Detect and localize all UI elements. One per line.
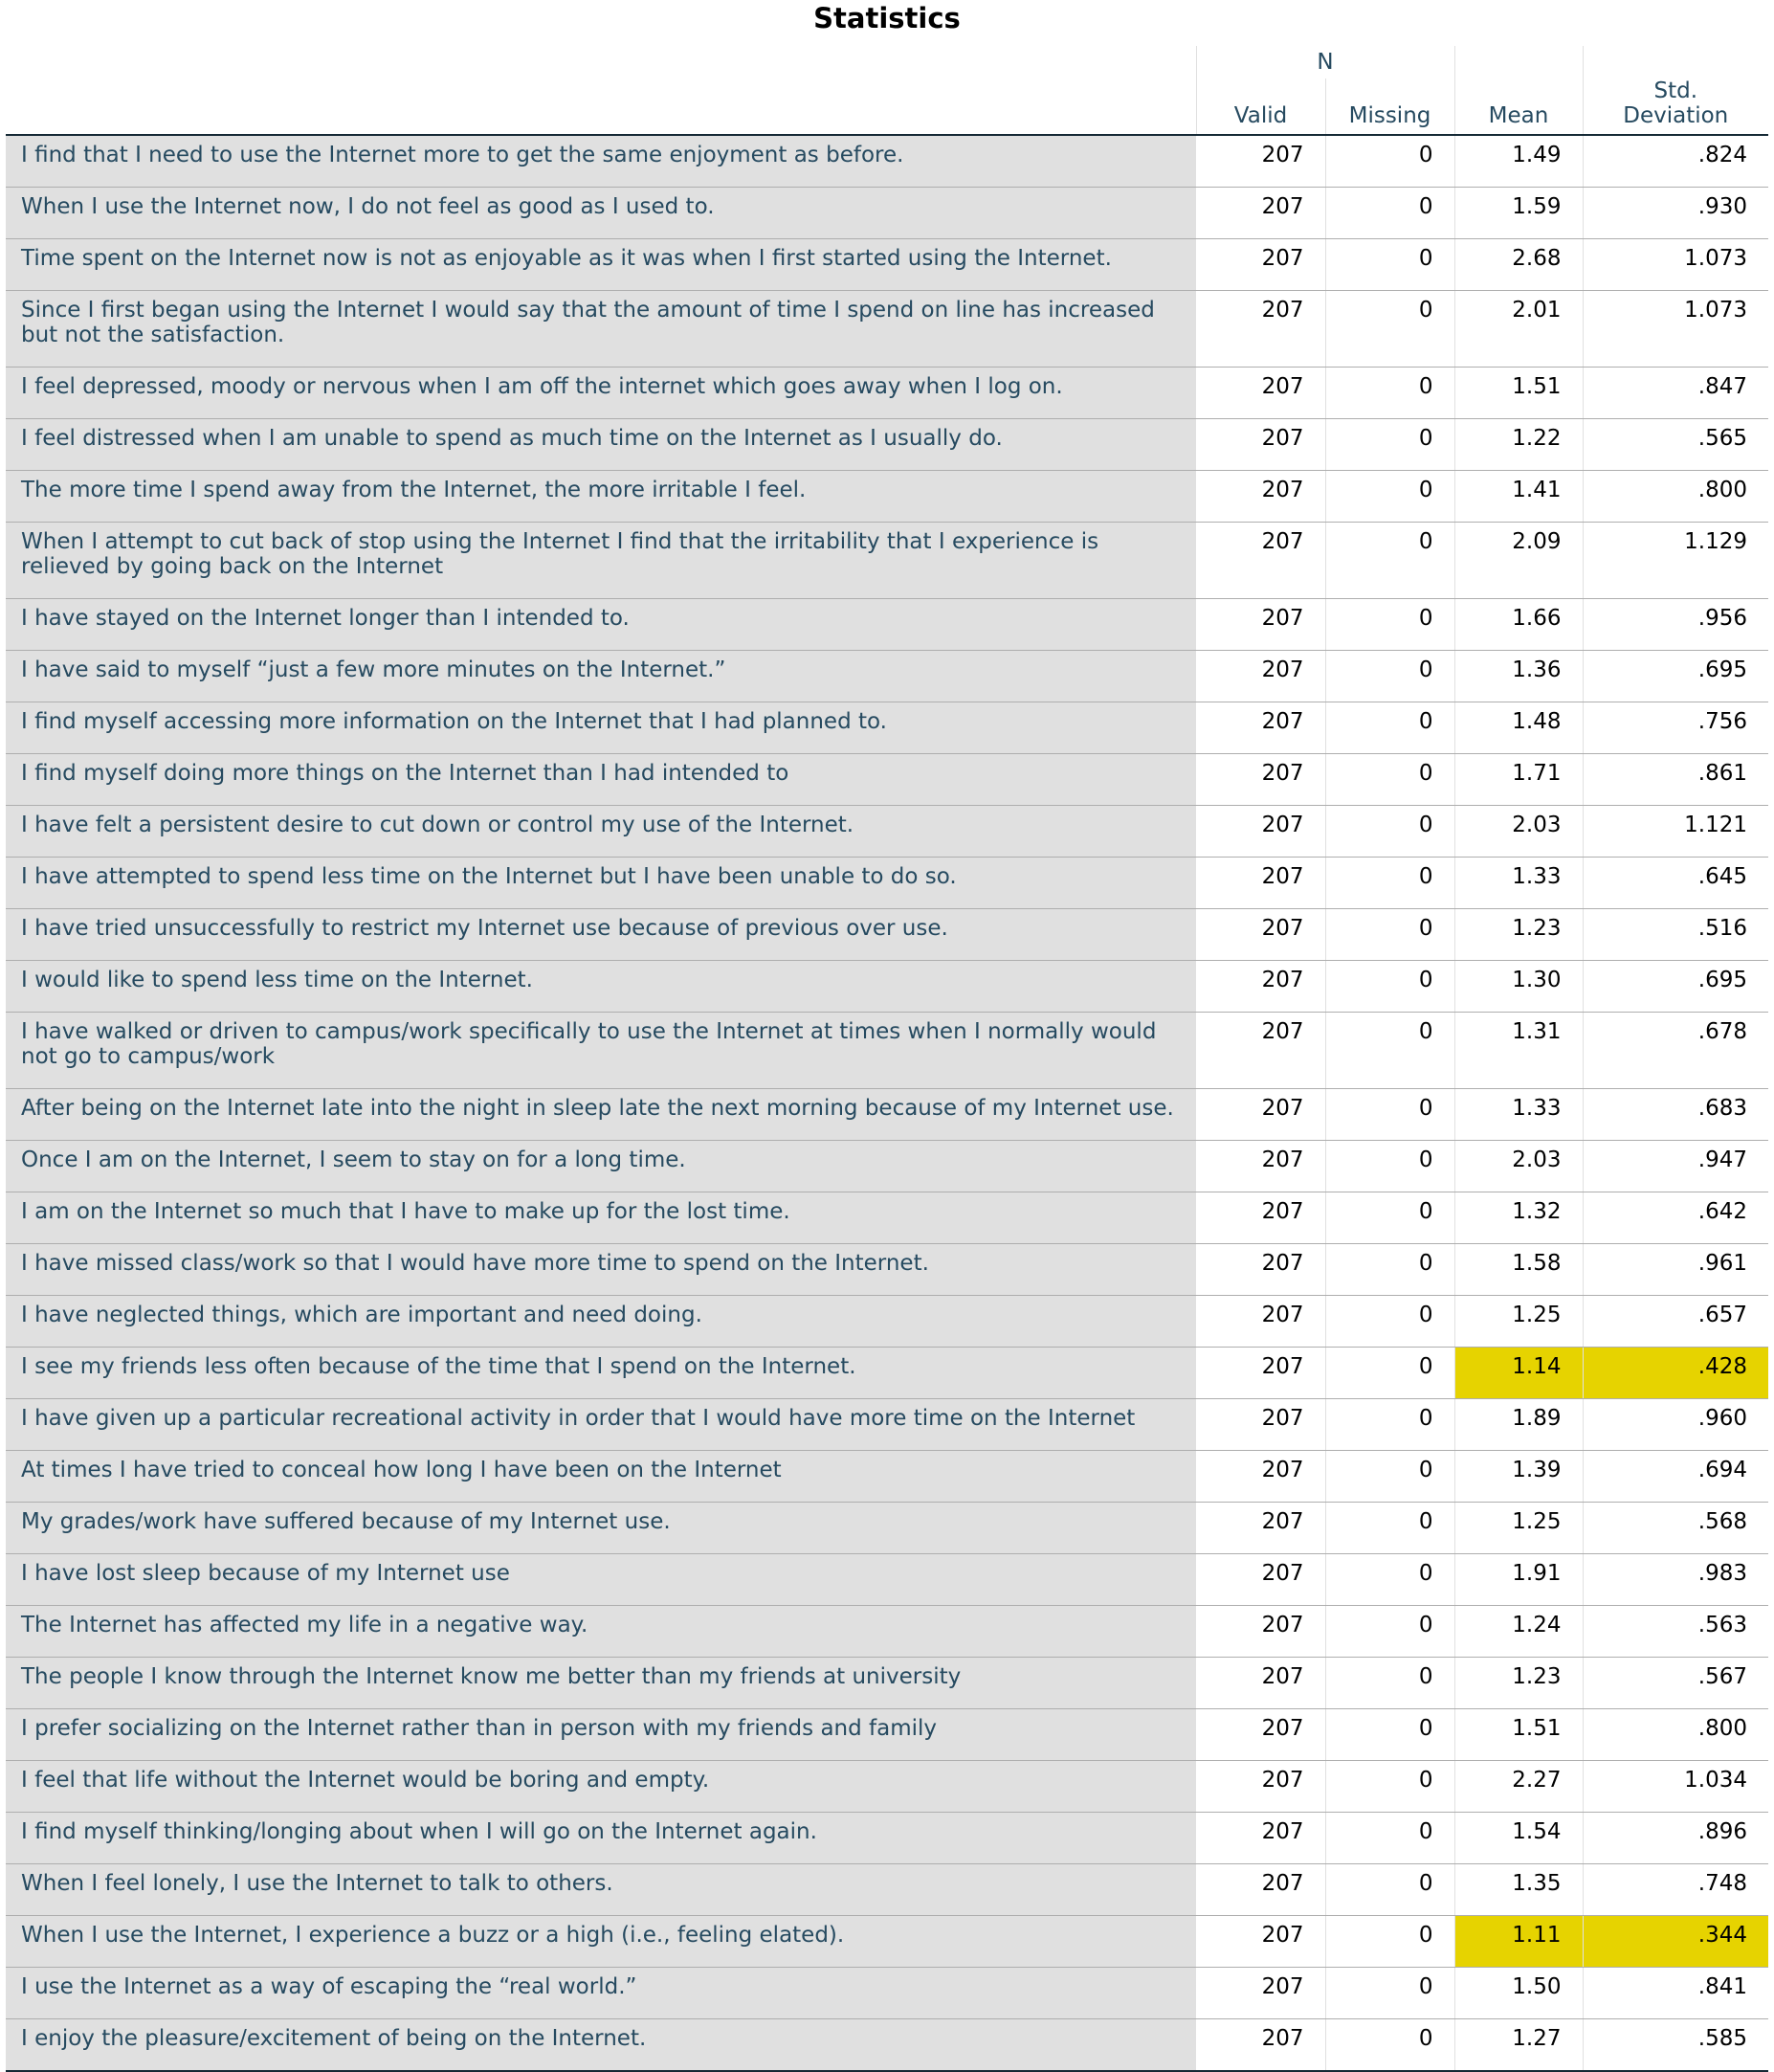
table-row: [6, 1192, 1768, 1244]
cell-std-deviation: .695: [1583, 961, 1768, 1013]
cell-valid: 207: [1196, 1916, 1325, 1968]
table-row: [6, 1296, 1768, 1348]
cell-std-deviation: .756: [1583, 702, 1768, 754]
table-row: [6, 961, 1768, 1013]
header-std-deviation: [1583, 78, 1768, 135]
cell-mean: 1.54: [1454, 1813, 1583, 1864]
table-row: [6, 419, 1768, 471]
cell-valid: 207: [1196, 1761, 1325, 1813]
cell-std-deviation: .563: [1583, 1606, 1768, 1658]
header-corner-bottom: [6, 78, 1196, 135]
row-label: When I attempt to cut back of stop using the Internet I find that the irritability that I experience is relieved by going back on the Internet: [6, 523, 1196, 599]
table-row: [6, 1864, 1768, 1916]
cell-missing: 0: [1325, 651, 1454, 702]
table-row: [6, 1451, 1768, 1503]
table-row: [6, 1348, 1768, 1399]
table-row: [6, 471, 1768, 523]
row-label: I find that I need to use the Internet more to get the same enjoyment as before.: [6, 135, 1196, 188]
cell-missing: 0: [1325, 1192, 1454, 1244]
cell-std-deviation: .961: [1583, 1244, 1768, 1296]
cell-mean: 1.27: [1454, 2019, 1583, 2072]
cell-missing: 0: [1325, 1013, 1454, 1089]
cell-missing: 0: [1325, 961, 1454, 1013]
cell-missing: 0: [1325, 1606, 1454, 1658]
row-label: Once I am on the Internet, I seem to stay on for a long time.: [6, 1141, 1196, 1192]
cell-valid: 207: [1196, 1244, 1325, 1296]
cell-missing: 0: [1325, 1503, 1454, 1554]
cell-missing: 0: [1325, 1813, 1454, 1864]
cell-mean: 1.58: [1454, 1244, 1583, 1296]
cell-valid: 207: [1196, 858, 1325, 909]
table-row: [6, 1761, 1768, 1813]
cell-valid: 207: [1196, 599, 1325, 651]
row-label: I have neglected things, which are important and need doing.: [6, 1296, 1196, 1348]
cell-mean: 1.89: [1454, 1399, 1583, 1451]
cell-mean: 1.31: [1454, 1013, 1583, 1089]
cell-missing: 0: [1325, 1089, 1454, 1141]
row-label: I find myself accessing more information on the Internet that I had planned to.: [6, 702, 1196, 754]
row-label: I have said to myself “just a few more minutes on the Internet.”: [6, 651, 1196, 702]
table-row: [6, 1968, 1768, 2019]
table-row: [6, 651, 1768, 702]
row-label: I feel that life without the Internet would be boring and empty.: [6, 1761, 1196, 1813]
cell-std-deviation: .824: [1583, 135, 1768, 188]
cell-missing: 0: [1325, 754, 1454, 806]
cell-std-deviation: .642: [1583, 1192, 1768, 1244]
row-label: I feel depressed, moody or nervous when I am off the internet which goes away when I log on.: [6, 368, 1196, 419]
cell-valid: 207: [1196, 135, 1325, 188]
cell-std-deviation: .695: [1583, 651, 1768, 702]
cell-std-deviation: .516: [1583, 909, 1768, 961]
cell-missing: 0: [1325, 1451, 1454, 1503]
cell-mean: 1.35: [1454, 1864, 1583, 1916]
header-mean: Mean: [1454, 78, 1583, 135]
cell-valid: 207: [1196, 1451, 1325, 1503]
row-label: I have lost sleep because of my Internet use: [6, 1554, 1196, 1606]
row-label: I prefer socializing on the Internet rather than in person with my friends and family: [6, 1709, 1196, 1761]
statistics-table: [6, 46, 1768, 2072]
cell-valid: 207: [1196, 702, 1325, 754]
cell-mean: 1.25: [1454, 1503, 1583, 1554]
row-label: When I use the Internet now, I do not feel as good as I used to.: [6, 188, 1196, 239]
cell-valid: 207: [1196, 651, 1325, 702]
table-row: [6, 1606, 1768, 1658]
row-label: After being on the Internet late into the night in sleep late the next morning because of my Internet use.: [6, 1089, 1196, 1141]
cell-std-deviation: .983: [1583, 1554, 1768, 1606]
cell-std-deviation: 1.073: [1583, 291, 1768, 368]
cell-missing: 0: [1325, 1864, 1454, 1916]
row-label: I feel distressed when I am unable to spend as much time on the Internet as I usually do.: [6, 419, 1196, 471]
cell-std-deviation: .960: [1583, 1399, 1768, 1451]
cell-std-deviation: .683: [1583, 1089, 1768, 1141]
row-label: When I use the Internet, I experience a buzz or a high (i.e., feeling elated).: [6, 1916, 1196, 1968]
row-label: The more time I spend away from the Internet, the more irritable I feel.: [6, 471, 1196, 523]
cell-std-deviation: .861: [1583, 754, 1768, 806]
table-body: [6, 135, 1768, 2071]
cell-valid: 207: [1196, 1399, 1325, 1451]
cell-missing: 0: [1325, 239, 1454, 291]
cell-std-deviation: .748: [1583, 1864, 1768, 1916]
table-row: [6, 599, 1768, 651]
cell-valid: 207: [1196, 368, 1325, 419]
cell-missing: 0: [1325, 909, 1454, 961]
cell-mean: 2.09: [1454, 523, 1583, 599]
cell-valid: 207: [1196, 1864, 1325, 1916]
cell-missing: 0: [1325, 2019, 1454, 2072]
table-row: [6, 1141, 1768, 1192]
cell-valid: 207: [1196, 1813, 1325, 1864]
table-row: [6, 1013, 1768, 1089]
cell-mean: 1.22: [1454, 419, 1583, 471]
table-row: [6, 1916, 1768, 1968]
row-label: I see my friends less often because of the time that I spend on the Internet.: [6, 1348, 1196, 1399]
cell-mean: 1.66: [1454, 599, 1583, 651]
cell-mean: 2.68: [1454, 239, 1583, 291]
row-label: When I feel lonely, I use the Internet to talk to others.: [6, 1864, 1196, 1916]
table-row: [6, 1658, 1768, 1709]
cell-mean: 1.50: [1454, 1968, 1583, 2019]
cell-mean: 1.33: [1454, 858, 1583, 909]
cell-mean: 1.11: [1454, 1916, 1583, 1968]
row-label: I use the Internet as a way of escaping the “real world.”: [6, 1968, 1196, 2019]
cell-std-deviation: .947: [1583, 1141, 1768, 1192]
cell-missing: 0: [1325, 368, 1454, 419]
table-row: [6, 858, 1768, 909]
table-row: [6, 1244, 1768, 1296]
cell-missing: 0: [1325, 471, 1454, 523]
cell-valid: 207: [1196, 239, 1325, 291]
table-row: [6, 1089, 1768, 1141]
table-row: [6, 2019, 1768, 2072]
cell-missing: 0: [1325, 1554, 1454, 1606]
cell-valid: 207: [1196, 1192, 1325, 1244]
cell-std-deviation: .694: [1583, 1451, 1768, 1503]
header-mean-spacer: [1454, 46, 1583, 78]
table-row: [6, 239, 1768, 291]
row-label: I have felt a persistent desire to cut down or control my use of the Internet.: [6, 806, 1196, 858]
cell-std-deviation: .800: [1583, 1709, 1768, 1761]
cell-mean: 1.39: [1454, 1451, 1583, 1503]
cell-std-deviation: .428: [1583, 1348, 1768, 1399]
row-label: I have given up a particular recreational activity in order that I would have more time on the Internet: [6, 1399, 1196, 1451]
cell-mean: 1.14: [1454, 1348, 1583, 1399]
cell-valid: 207: [1196, 909, 1325, 961]
cell-mean: 1.23: [1454, 909, 1583, 961]
cell-valid: 207: [1196, 419, 1325, 471]
cell-valid: 207: [1196, 806, 1325, 858]
cell-std-deviation: .678: [1583, 1013, 1768, 1089]
cell-valid: 207: [1196, 1089, 1325, 1141]
header-n-group: N: [1196, 46, 1454, 78]
table-row: [6, 291, 1768, 368]
table-row: [6, 806, 1768, 858]
cell-std-deviation: 1.129: [1583, 523, 1768, 599]
cell-mean: 1.49: [1454, 135, 1583, 188]
cell-std-deviation: .896: [1583, 1813, 1768, 1864]
cell-mean: 1.23: [1454, 1658, 1583, 1709]
cell-std-deviation: .956: [1583, 599, 1768, 651]
row-label: I have stayed on the Internet longer than I intended to.: [6, 599, 1196, 651]
table-header: [6, 46, 1768, 135]
table-row: [6, 368, 1768, 419]
cell-valid: 207: [1196, 1141, 1325, 1192]
cell-missing: 0: [1325, 1658, 1454, 1709]
cell-valid: 207: [1196, 1554, 1325, 1606]
cell-std-deviation: 1.073: [1583, 239, 1768, 291]
cell-valid: 207: [1196, 1503, 1325, 1554]
cell-std-deviation: .645: [1583, 858, 1768, 909]
cell-mean: 1.51: [1454, 368, 1583, 419]
row-label: I have walked or driven to campus/work specifically to use the Internet at times when I normally would not go to campus/work: [6, 1013, 1196, 1089]
header-corner: [6, 46, 1196, 78]
cell-mean: 1.30: [1454, 961, 1583, 1013]
cell-valid: 207: [1196, 1658, 1325, 1709]
cell-valid: 207: [1196, 1013, 1325, 1089]
cell-valid: 207: [1196, 1709, 1325, 1761]
cell-std-deviation: .657: [1583, 1296, 1768, 1348]
cell-missing: 0: [1325, 1244, 1454, 1296]
cell-missing: 0: [1325, 1968, 1454, 2019]
cell-valid: 207: [1196, 1606, 1325, 1658]
cell-std-deviation: .930: [1583, 188, 1768, 239]
header-sd-line2: Deviation: [1623, 103, 1729, 128]
cell-missing: 0: [1325, 858, 1454, 909]
table-row: [6, 909, 1768, 961]
cell-valid: 207: [1196, 961, 1325, 1013]
table-row: [6, 523, 1768, 599]
cell-std-deviation: 1.034: [1583, 1761, 1768, 1813]
row-label: The Internet has affected my life in a negative way.: [6, 1606, 1196, 1658]
table-row: [6, 1554, 1768, 1606]
cell-mean: 1.91: [1454, 1554, 1583, 1606]
row-label: At times I have tried to conceal how long I have been on the Internet: [6, 1451, 1196, 1503]
cell-missing: 0: [1325, 419, 1454, 471]
cell-valid: 207: [1196, 291, 1325, 368]
cell-missing: 0: [1325, 135, 1454, 188]
table-row: [6, 1503, 1768, 1554]
cell-mean: 1.51: [1454, 1709, 1583, 1761]
table-row: [6, 1813, 1768, 1864]
row-label: I enjoy the pleasure/excitement of being on the Internet.: [6, 2019, 1196, 2072]
cell-missing: 0: [1325, 188, 1454, 239]
cell-mean: 1.32: [1454, 1192, 1583, 1244]
cell-mean: 1.24: [1454, 1606, 1583, 1658]
row-label: I have missed class/work so that I would have more time to spend on the Internet.: [6, 1244, 1196, 1296]
cell-valid: 207: [1196, 1968, 1325, 2019]
table-row: [6, 754, 1768, 806]
header-sd-line1: Std.: [1653, 78, 1698, 103]
cell-std-deviation: .344: [1583, 1916, 1768, 1968]
cell-missing: 0: [1325, 1916, 1454, 1968]
table-row: [6, 188, 1768, 239]
cell-std-deviation: .800: [1583, 471, 1768, 523]
row-label: I have tried unsuccessfully to restrict my Internet use because of previous over use.: [6, 909, 1196, 961]
cell-std-deviation: .568: [1583, 1503, 1768, 1554]
cell-mean: 1.41: [1454, 471, 1583, 523]
cell-valid: 207: [1196, 754, 1325, 806]
table-row: [6, 702, 1768, 754]
cell-std-deviation: .565: [1583, 419, 1768, 471]
cell-mean: 1.25: [1454, 1296, 1583, 1348]
cell-missing: 0: [1325, 1709, 1454, 1761]
cell-missing: 0: [1325, 806, 1454, 858]
cell-std-deviation: .567: [1583, 1658, 1768, 1709]
cell-valid: 207: [1196, 1348, 1325, 1399]
cell-mean: 1.71: [1454, 754, 1583, 806]
header-sd-spacer: [1583, 46, 1768, 78]
cell-mean: 2.27: [1454, 1761, 1583, 1813]
row-label: The people I know through the Internet know me better than my friends at university: [6, 1658, 1196, 1709]
table-row: [6, 1399, 1768, 1451]
row-label: I would like to spend less time on the Internet.: [6, 961, 1196, 1013]
cell-missing: 0: [1325, 1296, 1454, 1348]
cell-std-deviation: .847: [1583, 368, 1768, 419]
table-row: [6, 1709, 1768, 1761]
cell-std-deviation: .841: [1583, 1968, 1768, 2019]
header-missing: Missing: [1325, 78, 1454, 135]
cell-mean: 1.33: [1454, 1089, 1583, 1141]
cell-std-deviation: 1.121: [1583, 806, 1768, 858]
cell-missing: 0: [1325, 1348, 1454, 1399]
row-label: My grades/work have suffered because of my Internet use.: [6, 1503, 1196, 1554]
cell-missing: 0: [1325, 1399, 1454, 1451]
cell-mean: 2.03: [1454, 1141, 1583, 1192]
cell-missing: 0: [1325, 702, 1454, 754]
cell-missing: 0: [1325, 1761, 1454, 1813]
cell-mean: 2.03: [1454, 806, 1583, 858]
cell-valid: 207: [1196, 523, 1325, 599]
cell-missing: 0: [1325, 523, 1454, 599]
cell-mean: 1.48: [1454, 702, 1583, 754]
cell-valid: 207: [1196, 471, 1325, 523]
row-label: I have attempted to spend less time on the Internet but I have been unable to do so.: [6, 858, 1196, 909]
cell-missing: 0: [1325, 599, 1454, 651]
cell-valid: 207: [1196, 188, 1325, 239]
row-label: I find myself doing more things on the Internet than I had intended to: [6, 754, 1196, 806]
row-label: Since I first began using the Internet I would say that the amount of time I spend on line has increased but not the satisfaction.: [6, 291, 1196, 368]
cell-missing: 0: [1325, 1141, 1454, 1192]
table-row: [6, 135, 1768, 188]
cell-mean: 1.59: [1454, 188, 1583, 239]
cell-std-deviation: .585: [1583, 2019, 1768, 2072]
cell-mean: 2.01: [1454, 291, 1583, 368]
row-label: I am on the Internet so much that I have to make up for the lost time.: [6, 1192, 1196, 1244]
cell-valid: 207: [1196, 2019, 1325, 2072]
header-valid: Valid: [1196, 78, 1325, 135]
cell-missing: 0: [1325, 291, 1454, 368]
cell-valid: 207: [1196, 1296, 1325, 1348]
row-label: Time spent on the Internet now is not as enjoyable as it was when I first started using the Internet.: [6, 239, 1196, 291]
row-label: I find myself thinking/longing about when I will go on the Internet again.: [6, 1813, 1196, 1864]
table-title: Statistics: [813, 2, 961, 34]
cell-mean: 1.36: [1454, 651, 1583, 702]
